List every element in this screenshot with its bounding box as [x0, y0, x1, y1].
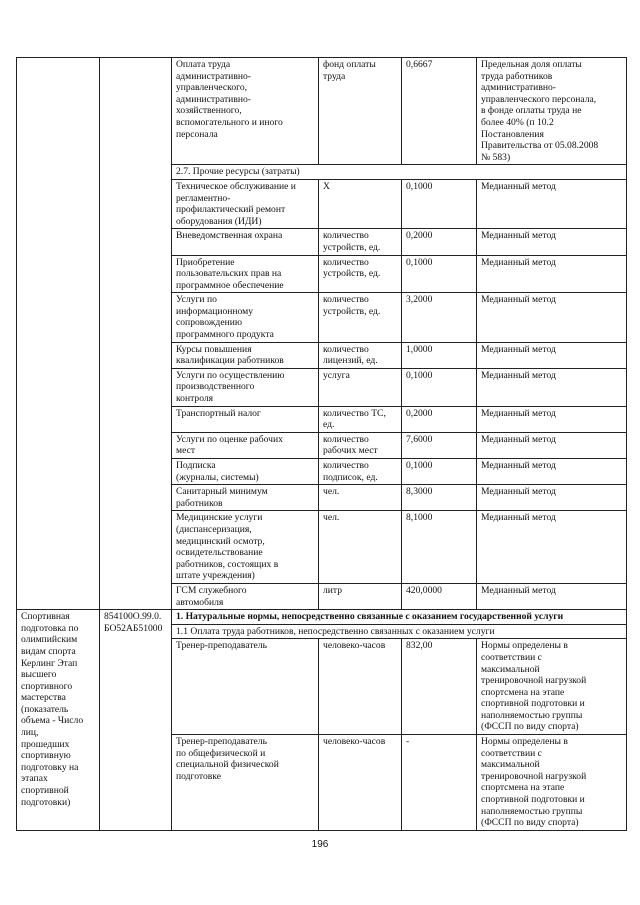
- staff-position-name: Тренер-преподаватель: [172, 639, 319, 735]
- cost-item-value: 0,2000: [402, 229, 477, 255]
- page-number: 196: [311, 839, 329, 850]
- section-heading: 2.7. Прочие ресурсы (затраты): [172, 165, 627, 180]
- cost-item-name: Вневедомственная охрана: [172, 229, 319, 255]
- cost-item-unit: количество рабочих мест: [319, 432, 402, 458]
- staff-position-name: Тренер-преподаватель по общефизической и специальной физической подготовке: [172, 735, 319, 831]
- cost-item-method: Медианный метод: [477, 485, 627, 511]
- cost-item-name: Услуги по осуществлению производственного контроля: [172, 368, 319, 406]
- service-natural-norms-heading: 1. Натуральные нормы, непосредственно связанные с оказанием государственной услуги: [172, 610, 627, 625]
- cost-item-unit: чел.: [319, 511, 402, 584]
- cost-item-value: 7,6000: [402, 432, 477, 458]
- staff-position-method: Нормы определены в соответствии с максимальной тренировочной нагрузкой спортсмена на этапе спортивной подготовки и наполняемостью группы (ФССП по виду спорта): [477, 639, 627, 735]
- cost-item-value: 0,2000: [402, 406, 477, 432]
- cost-item-value: 3,2000: [402, 293, 477, 342]
- cost-item-method: Медианный метод: [477, 432, 627, 458]
- cost-item-unit: X: [319, 179, 402, 228]
- cost-item-unit: количество лицензий, ед.: [319, 342, 402, 368]
- table-row: [17, 58, 627, 165]
- staff-position-method: Нормы определены в соответствии с максимальной тренировочной нагрузкой спортсмена на этапе спортивной подготовки и наполняемостью группы (ФССП по виду спорта): [477, 735, 627, 831]
- cost-item-value: 8,3000: [402, 485, 477, 511]
- cost-item-unit: количество устройств, ед.: [319, 229, 402, 255]
- normative-costs-table: [16, 57, 627, 831]
- table-row: [17, 610, 627, 625]
- cost-item-unit: количество ТС, ед.: [319, 406, 402, 432]
- cost-item-unit: количество устройств, ед.: [319, 293, 402, 342]
- staff-position-unit: человеко-часов: [319, 735, 402, 831]
- cost-item-name: Транспортный налог: [172, 406, 319, 432]
- cost-item-unit: чел.: [319, 485, 402, 511]
- cost-item-method: Медианный метод: [477, 229, 627, 255]
- staff-position-unit: человеко-часов: [319, 639, 402, 735]
- cost-item-unit: количество подписок, ед.: [319, 459, 402, 485]
- cost-item-name: ГСМ служебного автомобиля: [172, 583, 319, 609]
- cost-item-unit: фонд оплаты труда: [319, 58, 402, 165]
- cost-item-method: Медианный метод: [477, 511, 627, 584]
- cost-item-name: Приобретение пользовательских прав на программное обеспечение: [172, 255, 319, 293]
- cost-item-name: Курсы повышения квалификации работников: [172, 342, 319, 368]
- cost-item-value: 0,1000: [402, 368, 477, 406]
- service-code: 854100О.99.0. БО52АБ51000: [100, 610, 172, 831]
- cost-item-value: 420,0000: [402, 583, 477, 609]
- cost-item-method: Медианный метод: [477, 255, 627, 293]
- cost-item-unit: услуга: [319, 368, 402, 406]
- cost-item-name: Услуги по оценке рабочих мест: [172, 432, 319, 458]
- cost-item-name: Услуги по информационному сопровождению программного продукта: [172, 293, 319, 342]
- cost-item-value: 0,1000: [402, 255, 477, 293]
- cost-item-name: Медицинские услуги (диспансеризация, медицинский осмотр, освидетельствование работников, состоящих в штате учреждения): [172, 511, 319, 584]
- cost-item-method: Медианный метод: [477, 459, 627, 485]
- cost-item-value: 8,1000: [402, 511, 477, 584]
- staff-position-value: -: [402, 735, 477, 831]
- staff-position-value: 832,00: [402, 639, 477, 735]
- cost-item-method: Медианный метод: [477, 293, 627, 342]
- cost-item-name: Подписка (журналы, системы): [172, 459, 319, 485]
- cost-item-method: Медианный метод: [477, 342, 627, 368]
- cost-item-value: 0,1000: [402, 459, 477, 485]
- service-name-cell-empty: [17, 58, 100, 610]
- cost-item-value: 0,1000: [402, 179, 477, 228]
- cost-item-value: 0,6667: [402, 58, 477, 165]
- cost-item-value: 1,0000: [402, 342, 477, 368]
- cost-item-method: Предельная доля оплаты труда работников административно- управленческого персонала, в фонде оплаты труда не более 40% (п 10.2 Постановления Правительства от 05.08.2008 № 583): [477, 58, 627, 165]
- cost-item-unit: количество устройств, ед.: [319, 255, 402, 293]
- cost-item-unit: литр: [319, 583, 402, 609]
- cost-item-method: Медианный метод: [477, 583, 627, 609]
- cost-item-method: Медианный метод: [477, 179, 627, 228]
- cost-item-name: Санитарный минимум работников: [172, 485, 319, 511]
- service-code-cell-empty: [100, 58, 172, 610]
- service-subheading: 1.1 Оплата труда работников, непосредственно связанных с оказанием услуги: [172, 624, 627, 639]
- cost-item-method: Медианный метод: [477, 368, 627, 406]
- service-name: Спортивная подготовка по олимпийским видам спорта Керлинг Этап высшего спортивного мастерства (показатель объема - Число лиц, прошедших спортивную подготовку на этапах спортивной подготовки): [17, 610, 100, 831]
- cost-item-name: Техническое обслуживание и регламентно- профилактический ремонт оборудования (ИДИ): [172, 179, 319, 228]
- cost-item-name: Оплата труда административно- управленческого, административно- хозяйственного, вспомогательного и иного персонала: [172, 58, 319, 165]
- cost-item-method: Медианный метод: [477, 406, 627, 432]
